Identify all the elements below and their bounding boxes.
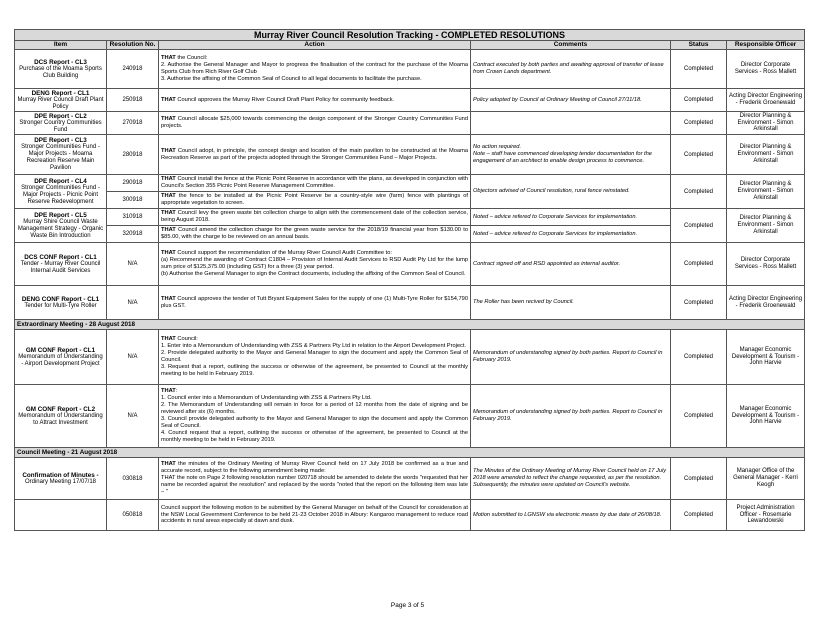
item-cell	[15, 175, 107, 209]
action-line: :	[175, 388, 178, 395]
action-cell	[159, 458, 471, 500]
comments-cell: No action required. Note – staff have commenced developing tender documentation for the engagement of an architect to enable design process to commence.	[471, 135, 671, 175]
item-title: DPE Report - CL5	[34, 211, 87, 219]
officer-cell: Manager Office of the General Manager - Kerri Keogh	[727, 458, 805, 500]
item-title: GM CONF Report - CL2	[25, 405, 96, 413]
action-line: 3. Request that a report, outlining the success or otherwise of the agreement, be presented to Council at the monthly meeting to be held in February 2019.	[161, 363, 468, 377]
action-line: 2. Provide delegated authority to the Mayor and General Manager to sign the document and apply the Common Seal of Council.	[161, 350, 468, 363]
section-title: Extraordinary Meeting - 28 August 2018	[15, 320, 805, 330]
officer-cell: Director Planning & Environment - Simon Arkinstall	[727, 135, 805, 175]
officer-cell: Acting Director Engineering - Frederik Groenewald	[727, 286, 805, 320]
officer-cell: Director Planning & Environment - Simon Arkinstall	[727, 209, 805, 243]
item-title: GM CONF Report - CL1	[25, 346, 96, 354]
action-line: Council adopt, in principle, the concept design and location of the main pavilion to be constructed at the Moama Recreation Reserve as part of the projects adopted through the Stronger Communities Fund – Major Projects.	[161, 147, 468, 161]
action-line: Council levy the green waste bin collection charge to align with the commencement date of the collection service, being August 2018.	[161, 210, 468, 223]
resolution-cell: 280918	[107, 135, 159, 175]
header-resolution: Resolution No.	[107, 41, 159, 50]
item-cell	[15, 243, 107, 286]
action-cell	[159, 500, 471, 531]
resolution-cell: 250918	[107, 89, 159, 112]
comments-cell: Policy adopted by Council at Ordinary Meeting of Council 27/11/18.	[471, 89, 671, 112]
comments-cell: The Minutes of the Ordinary Meeting of Murray River Council held on 17 July 2018 were amended to reflect the change requested, as per the resolution. Subsequently, the minutes were updated on Council's website.	[471, 458, 671, 500]
action-cell	[159, 243, 471, 286]
table-row	[15, 458, 805, 500]
comments-cell: The Roller has been recived by Council.	[471, 286, 671, 320]
officer-cell: Acting Director Engineering - Frederik Groenewald	[727, 89, 805, 112]
item-title: DCS Report - CL3	[34, 58, 87, 66]
item-cell	[15, 286, 107, 320]
action-cell	[159, 385, 471, 448]
item-desc: Memorandum of Understanding - Airport Development Project	[18, 353, 103, 367]
action-line: 1. Council enter into a Memorandum of Understanding with ZSS & Partners Pty Ltd.	[161, 395, 372, 402]
action-lead: THAT	[161, 96, 176, 103]
header-status: Status	[671, 41, 727, 50]
resolution-cell: 240918	[107, 50, 159, 89]
officer-cell: Director Corporate Services - Ross Mallett	[727, 243, 805, 286]
item-cell	[15, 330, 107, 385]
action-line: 1. Enter into a Memorandum of Understanding with ZSS & Partners Pty Ltd in relation to the Airport Development Project.	[161, 343, 467, 350]
comments-cell	[471, 112, 671, 135]
comments-cell: Objectors advised of Council resolution, rural fence reinstated.	[471, 175, 671, 209]
item-desc: Stronger Communities Fund - Major Projects - Picnic Point Reserve Redevelopment	[21, 184, 100, 205]
header-officer: Responsible Officer	[727, 41, 805, 50]
action-lead: THAT	[161, 55, 176, 62]
action-line: (a) Recommend the awarding of Contract C1804 – Provision of Internal Audit Services to RSD Audit Pty Ltd for the lump sum price of $125,375.00 (including GST) for a three (3) year period.	[161, 257, 468, 270]
page-number: Page 3 of 5	[390, 602, 425, 609]
table-title: Murray River Council Resolution Tracking - COMPLETED RESOLUTIONS	[15, 30, 805, 41]
item-desc: Murray Shire Council Waste Management Strategy - Organic Waste Bin Introduction	[17, 218, 104, 239]
table-row	[15, 209, 805, 226]
action-line: Council allocate $25,000 towards commencing the design component of the Stronger Country Communities Fund projects.	[161, 116, 468, 129]
action-cell	[159, 209, 471, 226]
action-line: Council install the fence at the Picnic Point Reserve in accordance with the plans, as developed in conjunction with Council's Section 355 Picnic Point Reserve Management Committee.	[161, 176, 468, 189]
status-cell: Completed	[671, 243, 727, 286]
action-cell	[159, 192, 471, 209]
resolution-cell: 050818	[107, 500, 159, 531]
officer-cell: Project Administration Officer - Rosemarie Lewandowski	[727, 500, 805, 531]
header-item: Item	[15, 41, 107, 50]
table-row	[15, 175, 805, 192]
officer-cell: Director Planning & Environment - Simon Arkinstall	[727, 175, 805, 209]
resolution-cell: N/A	[107, 330, 159, 385]
resolution-cell: 320918	[107, 226, 159, 243]
table-row	[15, 385, 805, 448]
item-title: DPE Report - CL2	[34, 112, 87, 120]
table-row	[15, 50, 805, 89]
item-desc: Murray River Council Draft Plant Policy	[17, 96, 104, 110]
action-cell	[159, 135, 471, 175]
comments-cell: Noted – advice refered to Corporate Services for implementation.	[471, 209, 671, 226]
action-lead: THAT	[161, 336, 176, 343]
action-line: 2. Authorise the General Manager and Mayor to progress the finalisation of the contract for the purchase of the Moama Sports Club from Rich River Golf Club	[161, 62, 468, 75]
header-action: Action	[159, 41, 471, 50]
action-lead: THAT	[161, 388, 176, 395]
action-line: the minutes of the Ordinary Meeting of Murray River Council held on 17 July 2018 be confirmed as a true and accurate record, subject to the following amendment being made:	[161, 461, 468, 475]
status-cell: Completed	[671, 175, 727, 209]
status-cell: Completed	[671, 50, 727, 89]
officer-cell: Manager Economic Development & Tourism - John Harvie	[727, 330, 805, 385]
officer-cell: Manager Economic Development & Tourism - John Harvie	[727, 385, 805, 448]
item-title: DPE Report - CL4	[34, 177, 87, 185]
status-cell: Completed	[671, 458, 727, 500]
action-lead: THAT	[161, 250, 176, 257]
action-line: Council support the following motion to be submitted by the General Manager on behalf of the Council for consideration at the NSW Local Government Conference to be held 21-23 October 2018 in Albury: Kangaroo management to reduce road accidents in rural areas especially at dawn and dusk.	[161, 504, 468, 525]
officer-cell: Director Corporate Services - Ross Mallett	[727, 50, 805, 89]
action-cell	[159, 89, 471, 112]
resolution-cell: 270918	[107, 112, 159, 135]
table-row	[15, 286, 805, 320]
status-cell: Completed	[671, 89, 727, 112]
action-line: 3. Authorise the affixing of the Common Seal of Council to all legal documents to facilitate the purchase.	[161, 75, 422, 82]
item-cell	[15, 385, 107, 448]
item-cell	[15, 112, 107, 135]
resolution-cell: 300918	[107, 192, 159, 209]
action-line: (b) Authorise the General Manager to sign the Contract documents, including the affixing of the Common Seal of Council.	[161, 270, 466, 277]
action-line: THAT the note on Page 2 following resolution number 020718 should be amended to delete the words "requested that her name be recorded against the resolution" and replaced by the words "noted that the report on the following item was late – "	[161, 475, 468, 495]
item-cell	[15, 50, 107, 89]
comments-cell: Memorandum of understanding signed by both parties. Report to Council in February 2019.	[471, 385, 671, 448]
header-row	[15, 41, 805, 50]
table-row	[15, 243, 805, 286]
item-desc: Memorandum of Understanding to Attract Investment	[18, 412, 103, 426]
action-lead: THAT	[161, 227, 176, 234]
table-row	[15, 500, 805, 531]
officer-cell: Director Planning & Environment - Simon Arkinstall	[727, 112, 805, 135]
action-cell	[159, 50, 471, 89]
section-row	[15, 448, 805, 458]
action-lead: THAT	[161, 116, 176, 123]
action-lead: THAT	[161, 147, 176, 154]
item-desc: Tender - Murray River Council Internal Audit Services	[20, 260, 101, 274]
action-lead: THAT	[161, 295, 176, 302]
item-title: DPE Report - CL3	[34, 137, 87, 144]
action-lead: THAT	[161, 193, 176, 200]
action-lead: THAT	[161, 461, 176, 468]
action-line: 2. The Memorandum of Understanding will remain in force for a period of 12 months from the date of signing and be reviewed after six (6) months.	[161, 402, 468, 416]
status-cell: Completed	[671, 286, 727, 320]
action-line: Council support the recommendation of the Murray River Council Audit Committee to:	[177, 250, 392, 257]
resolution-table	[14, 29, 805, 531]
comments-cell: Memorandum of understanding signed by both parties. Report to Council in February 2019.	[471, 330, 671, 385]
resolution-cell: N/A	[107, 243, 159, 286]
item-title: DENG Report - CL1	[31, 89, 90, 97]
item-desc: Stronger Country Communities Fund	[19, 119, 102, 133]
action-cell	[159, 226, 471, 243]
table-row	[15, 112, 805, 135]
item-cell	[15, 89, 107, 112]
comments-cell: Noted – advice refered to Corporate Services for implementation.	[471, 226, 671, 243]
resolution-cell: 030818	[107, 458, 159, 500]
resolution-sheet	[14, 29, 804, 531]
action-line: 3. Council provide delegated authority to the Mayor and General Manager to sign the document and apply the Common Seal of Council.	[161, 416, 468, 429]
action-line: Council:	[177, 336, 198, 343]
action-lead: THAT	[161, 176, 176, 183]
item-title: DCS CONF Report - CL1	[24, 253, 97, 261]
resolution-cell: N/A	[107, 385, 159, 448]
action-line: the Council:	[177, 55, 208, 62]
action-line: Council amend the collection charge for the green waste service for the 2018/19 financial year from $130.00 to $85.00, with the charge to be reviewed on an annual basis.	[161, 227, 468, 240]
item-cell	[15, 209, 107, 243]
item-desc: Ordinary Meeting 17/07/18	[24, 478, 97, 485]
action-cell	[159, 112, 471, 135]
status-cell: Completed	[671, 135, 727, 175]
resolution-cell: N/A	[107, 286, 159, 320]
action-lead: THAT	[161, 210, 176, 217]
table-row	[15, 89, 805, 112]
item-title: DENG CONF Report - CL1	[21, 295, 100, 303]
section-row	[15, 320, 805, 330]
status-cell: Completed	[671, 500, 727, 531]
status-cell: Completed	[671, 330, 727, 385]
status-cell: Completed	[671, 112, 727, 135]
item-cell	[15, 135, 107, 175]
action-line: the fence to be installed at the Picnic Point Reserve be a country-style wire (farm) fence with plantings of appropriate vegetation to screen.	[161, 193, 468, 206]
resolution-cell: 290918	[107, 175, 159, 192]
action-line: 4. Council request that a report, outlining the success or otherwise of the agreement, be presented to Council at the monthly meeting to be held in February 2019.	[161, 429, 468, 443]
table-row	[15, 135, 805, 175]
section-title: Council Meeting - 21 August 2018	[15, 448, 805, 458]
item-cell	[15, 458, 107, 500]
header-comments: Comments	[471, 41, 671, 50]
table-row	[15, 330, 805, 385]
comments-cell: Motion submitted to LGNSW via electronic means by due date of 26/08/18.	[471, 500, 671, 531]
action-line: Council approves the Murray River Council Draft Plant Policy for community feedback.	[177, 96, 395, 103]
action-cell	[159, 330, 471, 385]
item-title: Confirmation of Minutes -	[22, 471, 99, 479]
item-cell	[15, 500, 107, 531]
status-cell: Completed	[671, 385, 727, 448]
action-line: Council approves the tender of Tutt Bryant Equipment Sales for the supply of one (1) Multi-Tyre Roller for $154,790 plus GST.	[161, 295, 468, 309]
item-desc: Stronger Communities Fund - Major Projects - Moama Recreation Reserve Main Pavilion	[21, 144, 100, 171]
item-desc: Tender for Multi-Tyre Roller	[24, 302, 97, 309]
comments-cell: Contract executed by both parties and awaiting approval of transfer of lease from Crown Lands department.	[471, 50, 671, 89]
comments-cell: Contract signed off and RSD appointed as internal auditor.	[471, 243, 671, 286]
action-cell	[159, 286, 471, 320]
status-cell: Completed	[671, 209, 727, 243]
resolution-cell: 310918	[107, 209, 159, 226]
action-cell	[159, 175, 471, 192]
item-desc: Purchase of the Moama Sports Club Building	[19, 65, 102, 79]
